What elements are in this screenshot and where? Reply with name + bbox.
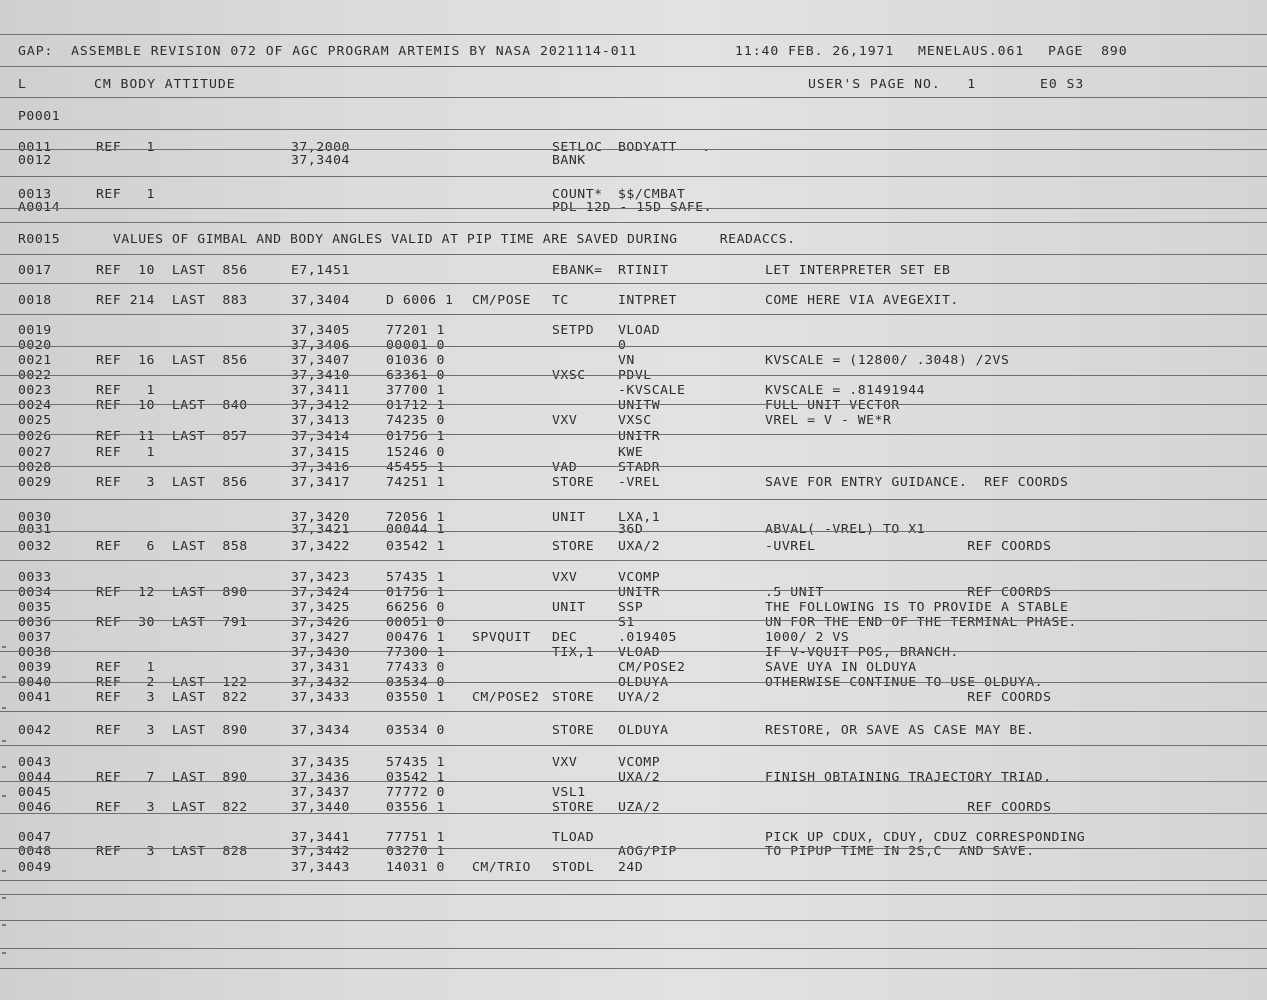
line-word: 74251 1 bbox=[386, 474, 445, 489]
line-seq: 0024 bbox=[18, 397, 52, 412]
line-seq: R0015 bbox=[18, 231, 61, 246]
line-comment: REF COORDS bbox=[765, 799, 1052, 814]
subheader-row bbox=[0, 76, 1267, 91]
line-addr: 37,3422 bbox=[291, 538, 350, 553]
rule-line bbox=[0, 781, 1267, 782]
line-addr: 37,3430 bbox=[291, 644, 350, 659]
line-ref: REF 3 LAST 822 bbox=[96, 799, 248, 814]
line-operand: .019405 bbox=[618, 629, 677, 644]
line-op: BANK bbox=[552, 152, 586, 167]
line-addr: 37,3406 bbox=[291, 337, 350, 352]
line-addr: 37,3435 bbox=[291, 754, 350, 769]
line-seq: 0048 bbox=[18, 843, 52, 858]
line-seq: 0013 bbox=[18, 186, 52, 201]
line-addr: 37,3416 bbox=[291, 459, 350, 474]
line-operand: 36D bbox=[618, 521, 644, 536]
line-ref: REF 1 bbox=[96, 659, 155, 674]
line-comment: 1000/ 2 VS bbox=[765, 629, 850, 644]
subheader-code: E0 S3 bbox=[1040, 76, 1085, 91]
margin-mark bbox=[2, 952, 6, 954]
line-addr: 37,3424 bbox=[291, 584, 350, 599]
rule-line bbox=[0, 499, 1267, 500]
margin-mark bbox=[2, 676, 6, 678]
line-addr: 37,3433 bbox=[291, 689, 350, 704]
line-label: CM/POSE bbox=[472, 292, 531, 307]
line-operand: -VREL bbox=[618, 474, 661, 489]
rule-line bbox=[0, 531, 1267, 532]
line-addr: 37,3436 bbox=[291, 769, 350, 784]
line-word: 77751 1 bbox=[386, 829, 445, 844]
listing-line bbox=[0, 722, 1267, 737]
line-operand: UNITR bbox=[618, 428, 661, 443]
line-word: 03550 1 bbox=[386, 689, 445, 704]
rule-line bbox=[0, 314, 1267, 315]
rule-line bbox=[0, 97, 1267, 98]
line-ref: REF 214 LAST 883 bbox=[96, 292, 248, 307]
rule-line bbox=[0, 813, 1267, 814]
line-seq: 0032 bbox=[18, 538, 52, 553]
line-op: UNIT bbox=[552, 599, 586, 614]
line-operand: LXA,1 bbox=[618, 509, 661, 524]
line-operand: 24D bbox=[618, 859, 644, 874]
listing-line bbox=[0, 843, 1267, 858]
listing-line bbox=[0, 382, 1267, 397]
line-seq: 0047 bbox=[18, 829, 52, 844]
line-operand: KWE bbox=[618, 444, 644, 459]
line-addr: 37,3425 bbox=[291, 599, 350, 614]
line-word: D 6006 1 bbox=[386, 292, 454, 307]
rule-line bbox=[0, 149, 1267, 150]
listing-line bbox=[0, 538, 1267, 553]
margin-mark bbox=[2, 740, 6, 742]
line-op: VXSC bbox=[552, 367, 586, 382]
subheader-type: L bbox=[18, 76, 27, 91]
line-addr: 37,3407 bbox=[291, 352, 350, 367]
rule-line bbox=[0, 620, 1267, 621]
margin-mark bbox=[2, 646, 6, 648]
line-operand: STADR bbox=[618, 459, 661, 474]
listing-line bbox=[0, 444, 1267, 459]
line-label: SPVQUIT bbox=[472, 629, 531, 644]
line-seq: 0045 bbox=[18, 784, 52, 799]
line-word: 01756 1 bbox=[386, 428, 445, 443]
line-addr: 37,3441 bbox=[291, 829, 350, 844]
listing-line bbox=[0, 412, 1267, 427]
line-op: DEC bbox=[552, 629, 578, 644]
line-comment: OTHERWISE CONTINUE TO USE OLDUYA. bbox=[765, 674, 1044, 689]
line-comment: THE FOLLOWING IS TO PROVIDE A STABLE bbox=[765, 599, 1069, 614]
line-op: STORE bbox=[552, 722, 595, 737]
margin-mark bbox=[2, 897, 6, 899]
line-comment: .5 UNIT REF COORDS bbox=[765, 584, 1052, 599]
line-ref: REF 3 LAST 890 bbox=[96, 722, 248, 737]
listing-line bbox=[0, 428, 1267, 443]
line-operand: VXSC bbox=[618, 412, 652, 427]
rule-line bbox=[0, 254, 1267, 255]
line-addr: 37,3434 bbox=[291, 722, 350, 737]
line-ref: REF 3 LAST 822 bbox=[96, 689, 248, 704]
line-ref: REF 3 LAST 856 bbox=[96, 474, 248, 489]
header-page-number: PAGE 890 bbox=[1048, 43, 1128, 58]
line-addr: 37,3421 bbox=[291, 521, 350, 536]
listing-line bbox=[0, 829, 1267, 844]
margin-mark bbox=[2, 870, 6, 872]
line-seq: 0030 bbox=[18, 509, 52, 524]
line-comment: VALUES OF GIMBAL AND BODY ANGLES VALID AT PIP TIME ARE SAVED DURING READACCS. bbox=[113, 231, 796, 246]
rule-line bbox=[0, 920, 1267, 921]
rule-line bbox=[0, 968, 1267, 969]
listing-line bbox=[0, 352, 1267, 367]
listing-line bbox=[0, 292, 1267, 307]
line-word: 03542 1 bbox=[386, 769, 445, 784]
line-ref: REF 30 LAST 791 bbox=[96, 614, 248, 629]
line-ref: REF 16 LAST 856 bbox=[96, 352, 248, 367]
line-seq: 0019 bbox=[18, 322, 52, 337]
line-op: PDL 12D - 15D SAFE. bbox=[552, 199, 713, 214]
listing-line bbox=[0, 689, 1267, 704]
line-seq: 0029 bbox=[18, 474, 52, 489]
line-comment: IF V-VQUIT POS, BRANCH. bbox=[765, 644, 959, 659]
users-page-number: USER'S PAGE NO. 1 bbox=[808, 76, 977, 91]
line-word: 57435 1 bbox=[386, 569, 445, 584]
line-seq: 0039 bbox=[18, 659, 52, 674]
line-operand: UNITW bbox=[618, 397, 661, 412]
line-word: 77433 0 bbox=[386, 659, 445, 674]
rule-line bbox=[0, 894, 1267, 895]
line-word: 72056 1 bbox=[386, 509, 445, 524]
line-seq: 0020 bbox=[18, 337, 52, 352]
line-operand: SSP bbox=[618, 599, 644, 614]
line-op: TC bbox=[552, 292, 569, 307]
line-word: 01712 1 bbox=[386, 397, 445, 412]
line-op: VXV bbox=[552, 412, 578, 427]
line-addr: 37,3417 bbox=[291, 474, 350, 489]
listing-line bbox=[0, 108, 1267, 123]
line-comment: FINISH OBTAINING TRAJECTORY TRIAD. bbox=[765, 769, 1052, 784]
line-operand: S1 bbox=[618, 614, 635, 629]
line-seq: 0033 bbox=[18, 569, 52, 584]
listing-line bbox=[0, 629, 1267, 644]
line-comment: PICK UP CDUX, CDUY, CDUZ CORRESPONDING bbox=[765, 829, 1086, 844]
line-operand: UZA/2 bbox=[618, 799, 661, 814]
listing-line bbox=[0, 584, 1267, 599]
line-seq: 0018 bbox=[18, 292, 52, 307]
rule-line bbox=[0, 34, 1267, 35]
rule-line bbox=[0, 711, 1267, 712]
line-comment: FULL UNIT VECTOR bbox=[765, 397, 900, 412]
line-word: 01036 0 bbox=[386, 352, 445, 367]
rule-line bbox=[0, 560, 1267, 561]
line-operand: VCOMP bbox=[618, 754, 661, 769]
line-seq: 0034 bbox=[18, 584, 52, 599]
section-title: CM BODY ATTITUDE bbox=[94, 76, 236, 91]
rule-line bbox=[0, 745, 1267, 746]
line-seq: 0012 bbox=[18, 152, 52, 167]
line-op: SETPD bbox=[552, 322, 595, 337]
line-seq: A0014 bbox=[18, 199, 61, 214]
margin-mark bbox=[2, 707, 6, 709]
line-seq: 0022 bbox=[18, 367, 52, 382]
line-addr: 37,3414 bbox=[291, 428, 350, 443]
rule-line bbox=[0, 880, 1267, 881]
listing-line bbox=[0, 322, 1267, 337]
line-word: 66256 0 bbox=[386, 599, 445, 614]
line-word: 03534 0 bbox=[386, 722, 445, 737]
line-word: 57435 1 bbox=[386, 754, 445, 769]
line-operand: OLDUYA bbox=[618, 722, 669, 737]
rule-line bbox=[0, 948, 1267, 949]
listing-line bbox=[0, 231, 1267, 246]
line-operand: VLOAD bbox=[618, 322, 661, 337]
line-addr: 37,3410 bbox=[291, 367, 350, 382]
line-op: STORE bbox=[552, 799, 595, 814]
line-operand: VLOAD bbox=[618, 644, 661, 659]
line-ref: REF 1 bbox=[96, 139, 155, 154]
line-ref: REF 3 LAST 828 bbox=[96, 843, 248, 858]
line-word: 03542 1 bbox=[386, 538, 445, 553]
line-op: UNIT bbox=[552, 509, 586, 524]
line-seq: 0041 bbox=[18, 689, 52, 704]
listing-line bbox=[0, 754, 1267, 769]
line-operand: VCOMP bbox=[618, 569, 661, 584]
line-ref: REF 1 bbox=[96, 186, 155, 201]
header-title: GAP: ASSEMBLE REVISION 072 OF AGC PROGRAM ARTEMIS BY NASA 2021114-011 bbox=[18, 43, 638, 58]
line-addr: 37,3420 bbox=[291, 509, 350, 524]
header-system: MENELAUS.061 bbox=[918, 43, 1025, 58]
listing-line bbox=[0, 659, 1267, 674]
line-addr: 37,3413 bbox=[291, 412, 350, 427]
listing-line bbox=[0, 614, 1267, 629]
line-op: TLOAD bbox=[552, 829, 595, 844]
listing-line bbox=[0, 521, 1267, 536]
line-op: VXV bbox=[552, 754, 578, 769]
line-ref: REF 11 LAST 857 bbox=[96, 428, 248, 443]
line-word: 01756 1 bbox=[386, 584, 445, 599]
line-comment: -UVREL REF COORDS bbox=[765, 538, 1052, 553]
line-seq: 0017 bbox=[18, 262, 52, 277]
line-operand: 0 bbox=[618, 337, 627, 352]
line-seq: 0043 bbox=[18, 754, 52, 769]
line-addr: 37,3411 bbox=[291, 382, 350, 397]
line-seq: 0011 bbox=[18, 139, 52, 154]
line-word: 45455 1 bbox=[386, 459, 445, 474]
line-comment: RESTORE, OR SAVE AS CASE MAY BE. bbox=[765, 722, 1035, 737]
margin-mark bbox=[2, 924, 6, 926]
line-word: 03556 1 bbox=[386, 799, 445, 814]
line-operand: INTPRET bbox=[618, 292, 677, 307]
listing-line bbox=[0, 262, 1267, 277]
line-seq: 0025 bbox=[18, 412, 52, 427]
line-comment: REF COORDS bbox=[765, 689, 1052, 704]
line-operand: RTINIT bbox=[618, 262, 669, 277]
line-comment: KVSCALE = .81491944 bbox=[765, 382, 926, 397]
line-ref: REF 12 LAST 890 bbox=[96, 584, 248, 599]
rule-line bbox=[0, 346, 1267, 347]
line-addr: 37,3404 bbox=[291, 292, 350, 307]
line-operand: -KVSCALE bbox=[618, 382, 686, 397]
rule-line bbox=[0, 375, 1267, 376]
line-addr: 37,2000 bbox=[291, 139, 350, 154]
margin-mark bbox=[2, 795, 6, 797]
line-word: 74235 0 bbox=[386, 412, 445, 427]
line-seq: 0036 bbox=[18, 614, 52, 629]
rule-line bbox=[0, 651, 1267, 652]
line-op: VAD bbox=[552, 459, 578, 474]
line-word: 37700 1 bbox=[386, 382, 445, 397]
line-addr: 37,3442 bbox=[291, 843, 350, 858]
line-seq: 0040 bbox=[18, 674, 52, 689]
line-addr: 37,3426 bbox=[291, 614, 350, 629]
listing-line bbox=[0, 599, 1267, 614]
line-ref: REF 10 LAST 856 bbox=[96, 262, 248, 277]
line-word: 03270 1 bbox=[386, 843, 445, 858]
rule-line bbox=[0, 176, 1267, 177]
line-ref: REF 7 LAST 890 bbox=[96, 769, 248, 784]
line-word: 00476 1 bbox=[386, 629, 445, 644]
line-addr: 37,3405 bbox=[291, 322, 350, 337]
line-op: EBANK= bbox=[552, 262, 603, 277]
line-addr: 37,3443 bbox=[291, 859, 350, 874]
line-word: 77772 0 bbox=[386, 784, 445, 799]
rule-line bbox=[0, 682, 1267, 683]
line-addr: 37,3415 bbox=[291, 444, 350, 459]
line-seq: 0031 bbox=[18, 521, 52, 536]
line-comment: ABVAL( -VREL) TO X1 bbox=[765, 521, 926, 536]
listing-line bbox=[0, 799, 1267, 814]
line-word: 00051 0 bbox=[386, 614, 445, 629]
line-op: TIX,1 bbox=[552, 644, 595, 659]
rule-line bbox=[0, 404, 1267, 405]
line-ref: REF 1 bbox=[96, 444, 155, 459]
line-op: STODL bbox=[552, 859, 595, 874]
rule-line bbox=[0, 283, 1267, 284]
line-addr: 37,3404 bbox=[291, 152, 350, 167]
line-seq: P0001 bbox=[18, 108, 61, 123]
line-seq: 0049 bbox=[18, 859, 52, 874]
line-operand: VN bbox=[618, 352, 635, 367]
line-comment: LET INTERPRETER SET EB bbox=[765, 262, 951, 277]
listing-line bbox=[0, 152, 1267, 167]
line-op: COUNT* bbox=[552, 186, 603, 201]
rule-line bbox=[0, 66, 1267, 67]
line-seq: 0027 bbox=[18, 444, 52, 459]
rule-line bbox=[0, 848, 1267, 849]
rule-line bbox=[0, 208, 1267, 209]
line-op: VSL1 bbox=[552, 784, 586, 799]
line-addr: 37,3437 bbox=[291, 784, 350, 799]
line-operand: UYA/2 bbox=[618, 689, 661, 704]
line-operand: BODYATT . bbox=[618, 139, 711, 154]
line-word: 15246 0 bbox=[386, 444, 445, 459]
line-operand: UXA/2 bbox=[618, 769, 661, 784]
line-operand: AOG/PIP bbox=[618, 843, 677, 858]
line-word: 77201 1 bbox=[386, 322, 445, 337]
line-seq: 0035 bbox=[18, 599, 52, 614]
line-word: 77300 1 bbox=[386, 644, 445, 659]
header-row bbox=[0, 43, 1267, 58]
listing-line bbox=[0, 859, 1267, 874]
line-seq: 0037 bbox=[18, 629, 52, 644]
line-addr: E7,1451 bbox=[291, 262, 350, 277]
line-seq: 0042 bbox=[18, 722, 52, 737]
line-label: CM/POSE2 bbox=[472, 689, 540, 704]
line-operand: UXA/2 bbox=[618, 538, 661, 553]
line-operand: UNITR bbox=[618, 584, 661, 599]
rule-line bbox=[0, 590, 1267, 591]
line-operand: PDVL bbox=[618, 367, 652, 382]
margin-mark bbox=[2, 766, 6, 768]
line-addr: 37,3440 bbox=[291, 799, 350, 814]
rule-line bbox=[0, 434, 1267, 435]
line-ref: REF 1 bbox=[96, 382, 155, 397]
line-ref: REF 10 LAST 840 bbox=[96, 397, 248, 412]
line-seq: 0046 bbox=[18, 799, 52, 814]
line-seq: 0038 bbox=[18, 644, 52, 659]
line-comment: UN FOR THE END OF THE TERMINAL PHASE. bbox=[765, 614, 1077, 629]
line-addr: 37,3431 bbox=[291, 659, 350, 674]
line-word: 14031 0 bbox=[386, 859, 445, 874]
line-addr: 37,3432 bbox=[291, 674, 350, 689]
line-ref: REF 2 LAST 122 bbox=[96, 674, 248, 689]
listing-line bbox=[0, 569, 1267, 584]
line-op: STORE bbox=[552, 474, 595, 489]
line-word: 00044 1 bbox=[386, 521, 445, 536]
line-label: CM/TRIO bbox=[472, 859, 531, 874]
rule-line bbox=[0, 466, 1267, 467]
line-comment: KVSCALE = (12800/ .3048) /2VS bbox=[765, 352, 1010, 367]
line-operand: CM/POSE2 bbox=[618, 659, 686, 674]
line-comment: TO PIPUP TIME IN 2S,C AND SAVE. bbox=[765, 843, 1035, 858]
line-ref: REF 6 LAST 858 bbox=[96, 538, 248, 553]
line-operand: OLDUYA bbox=[618, 674, 669, 689]
line-operand: $$/CMBAT bbox=[618, 186, 686, 201]
line-seq: 0023 bbox=[18, 382, 52, 397]
line-op: STORE bbox=[552, 689, 595, 704]
line-comment: SAVE FOR ENTRY GUIDANCE. REF COORDS bbox=[765, 474, 1069, 489]
line-comment: VREL = V - WE*R bbox=[765, 412, 892, 427]
listing-line bbox=[0, 199, 1267, 214]
listing-line bbox=[0, 474, 1267, 489]
line-word: 03534 0 bbox=[386, 674, 445, 689]
header-datetime: 11:40 FEB. 26,1971 bbox=[735, 43, 895, 58]
line-addr: 37,3423 bbox=[291, 569, 350, 584]
line-op: VXV bbox=[552, 569, 578, 584]
rule-line bbox=[0, 222, 1267, 223]
line-seq: 0028 bbox=[18, 459, 52, 474]
line-seq: 0044 bbox=[18, 769, 52, 784]
line-comment: COME HERE VIA AVEGEXIT. bbox=[765, 292, 959, 307]
line-addr: 37,3412 bbox=[291, 397, 350, 412]
line-op: SETLOC bbox=[552, 139, 603, 154]
line-word: 63361 0 bbox=[386, 367, 445, 382]
line-comment: SAVE UYA IN OLDUYA bbox=[765, 659, 917, 674]
line-seq: 0021 bbox=[18, 352, 52, 367]
listing-line bbox=[0, 337, 1267, 352]
line-word: 00001 0 bbox=[386, 337, 445, 352]
line-addr: 37,3427 bbox=[291, 629, 350, 644]
rule-line bbox=[0, 129, 1267, 130]
listing-line bbox=[0, 784, 1267, 799]
line-op: STORE bbox=[552, 538, 595, 553]
line-seq: 0026 bbox=[18, 428, 52, 443]
